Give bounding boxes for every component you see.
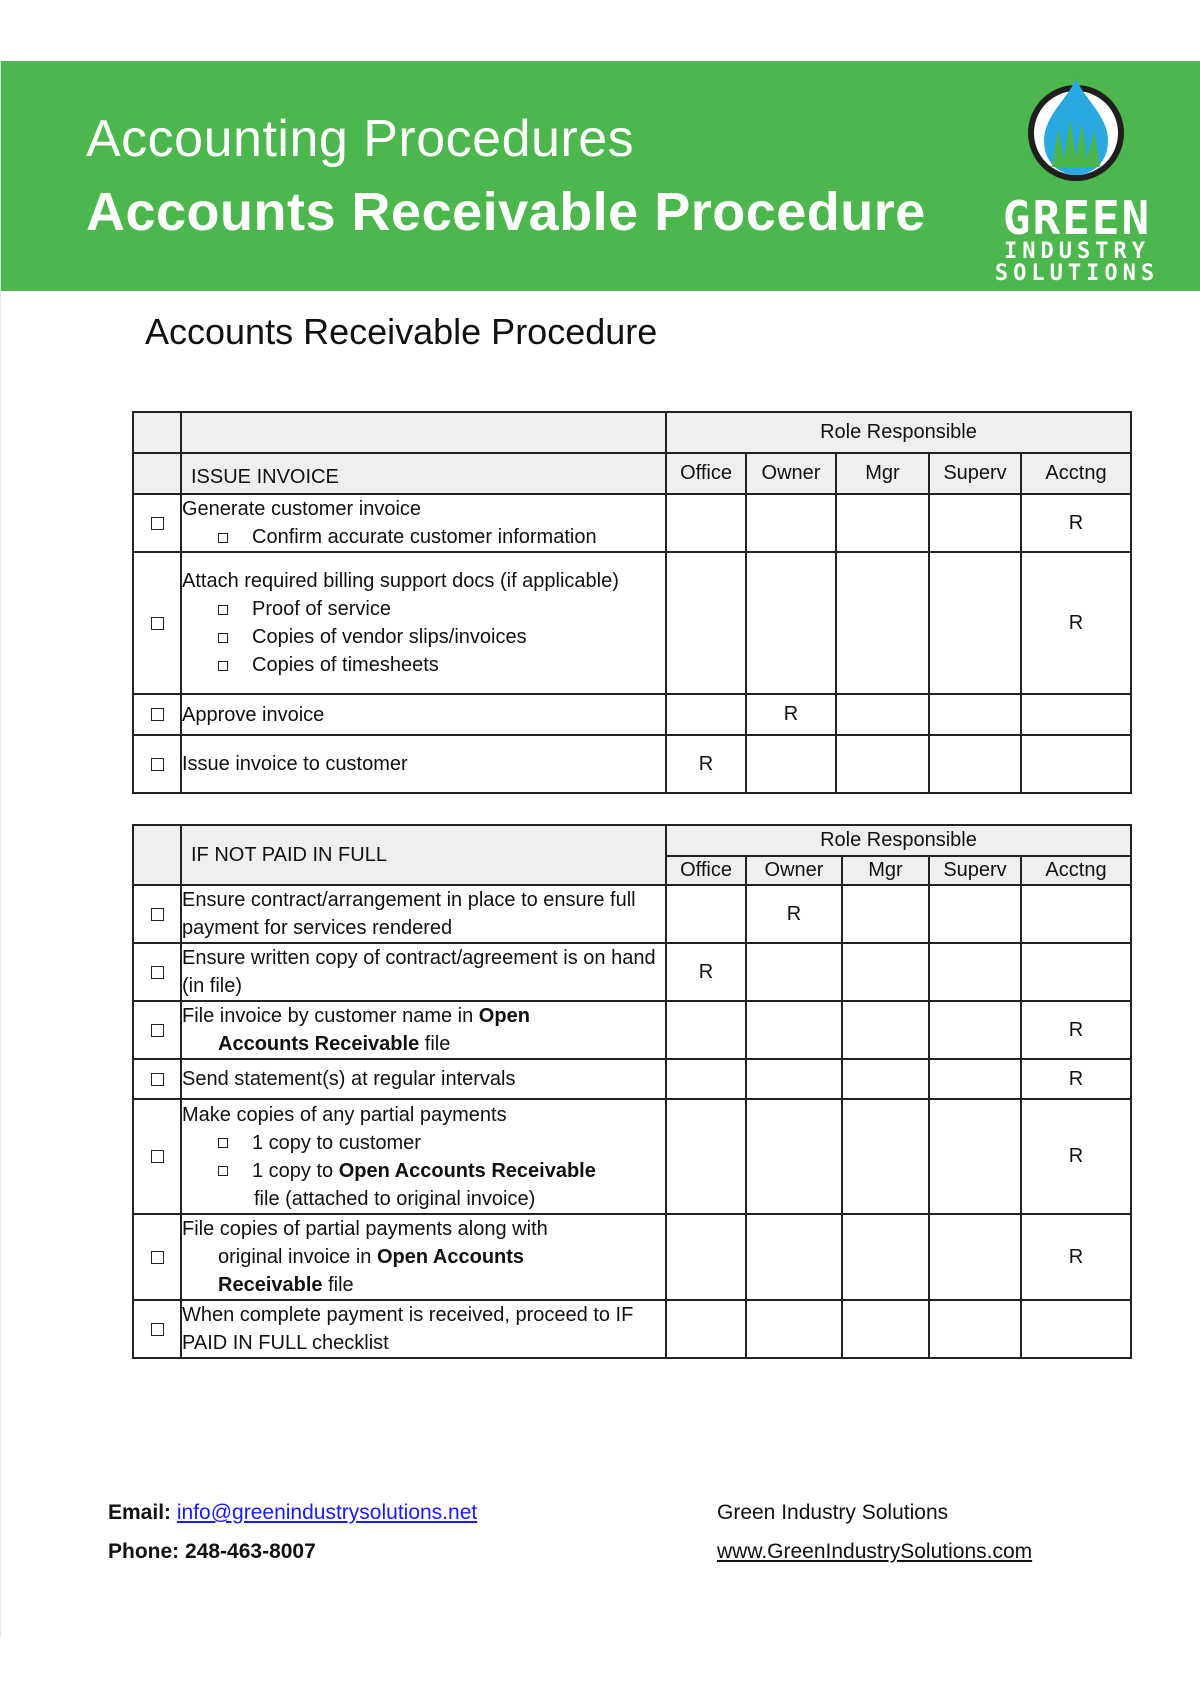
role-mark [842, 1099, 929, 1214]
logo-text-industry-solutions [972, 241, 1182, 285]
role-mark [666, 694, 746, 735]
role-mark [929, 1059, 1021, 1099]
role-mark [666, 885, 746, 943]
table-row [133, 1099, 1131, 1214]
role-mark [836, 694, 929, 735]
role-mark [1021, 1300, 1131, 1358]
role-mark [842, 1001, 929, 1059]
email-link[interactable]: info@greenindustrysolutions.net [176, 1501, 478, 1524]
role-mark [929, 694, 1021, 735]
role-mark [929, 494, 1021, 552]
role-responsible-header: Role Responsible [666, 412, 1131, 453]
sub-checkbox[interactable] [218, 633, 228, 643]
table-row [133, 1300, 1131, 1358]
task-text-bold: Open [478, 1005, 530, 1027]
role-mark [842, 1300, 929, 1358]
website-link[interactable]: www.GreenIndustrySolutions.com [717, 1540, 1033, 1563]
role-header-superv: Superv [929, 453, 1021, 494]
task-text-bold: Accounts Receivable [218, 1033, 420, 1055]
issue-invoice-table [132, 411, 1132, 794]
role-mark: R [1021, 494, 1131, 552]
task-text: When complete payment is received, proceed to IF PAID IN FULL checklist [181, 1300, 666, 1358]
role-mark: R [1021, 1059, 1131, 1099]
task-text: Send statement(s) at regular intervals [181, 1059, 666, 1099]
sub-item [182, 595, 665, 623]
header-corner-cell [133, 453, 181, 494]
sub-item [182, 1129, 665, 1157]
role-mark [746, 1300, 842, 1358]
role-mark [666, 1300, 746, 1358]
role-header-owner: Owner [746, 856, 842, 885]
header-corner-cell [133, 412, 181, 453]
role-header-office: Office [666, 453, 746, 494]
header-blank-cell [181, 412, 666, 453]
role-mark: R [1021, 1001, 1131, 1059]
table-row [133, 1059, 1131, 1099]
role-mark [666, 1001, 746, 1059]
role-mark [746, 1059, 842, 1099]
task-checkbox[interactable] [133, 1099, 181, 1214]
task-text: Make copies of any partial payments [182, 1103, 507, 1126]
task-checkbox[interactable] [133, 494, 181, 552]
logo-text-industry: INDUSTRY [1004, 239, 1150, 264]
role-mark [929, 1001, 1021, 1059]
task-checkbox[interactable] [133, 694, 181, 735]
role-mark [746, 735, 836, 793]
role-responsible-header: Role Responsible [666, 825, 1131, 856]
header-corner-cell [133, 825, 181, 885]
section-header: ISSUE INVOICE [181, 453, 666, 494]
header-banner [1, 61, 1200, 291]
phone-label: Phone: [108, 1540, 180, 1563]
banner-title: Accounting Procedures [86, 110, 635, 168]
role-mark [842, 885, 929, 943]
task-checkbox[interactable] [133, 552, 181, 694]
role-mark: R [746, 885, 842, 943]
footer-phone [108, 1540, 316, 1564]
footer-email [108, 1501, 477, 1525]
task-text: Approve invoice [181, 694, 666, 735]
role-mark [746, 1099, 842, 1214]
task-text: File invoice by customer name in [182, 1005, 474, 1027]
role-mark [842, 1059, 929, 1099]
table-row [133, 735, 1131, 793]
sub-item-text: 1 copy to [252, 1159, 334, 1182]
logo-text-green: GREEN [1002, 191, 1152, 245]
role-mark [842, 1214, 929, 1300]
role-mark: R [746, 694, 836, 735]
sub-checkbox[interactable] [218, 605, 228, 615]
footer-website[interactable] [717, 1540, 1032, 1564]
task-cell [181, 1214, 666, 1300]
task-text: original invoice in [218, 1246, 372, 1268]
role-mark [836, 735, 929, 793]
role-mark [666, 552, 746, 694]
role-header-mgr: Mgr [842, 856, 929, 885]
role-mark [666, 494, 746, 552]
role-mark [746, 1214, 842, 1300]
task-cell [181, 1001, 666, 1059]
sub-item [182, 651, 665, 679]
task-text: Ensure written copy of contract/agreement is on hand (in file) [181, 943, 666, 1001]
sub-item-text: Confirm accurate customer information [252, 526, 597, 548]
role-mark [746, 1001, 842, 1059]
task-text: file [424, 1033, 451, 1055]
not-paid-in-full-table [132, 824, 1132, 1359]
role-header-owner: Owner [746, 453, 836, 494]
role-mark [929, 943, 1021, 1001]
role-mark [929, 1099, 1021, 1214]
task-text: Issue invoice to customer [181, 735, 666, 793]
company-logo [966, 71, 1186, 286]
role-header-mgr: Mgr [836, 453, 929, 494]
role-mark [746, 552, 836, 694]
task-cell [181, 494, 666, 552]
document-title: Accounts Receivable Procedure [145, 311, 658, 352]
task-text-bold: Open Accounts [376, 1246, 525, 1268]
task-checkbox[interactable] [133, 1300, 181, 1358]
task-text: Generate customer invoice [182, 498, 422, 520]
role-mark [746, 494, 836, 552]
role-mark: R [666, 735, 746, 793]
logo-text-solutions: SOLUTIONS [994, 261, 1160, 286]
sub-item [182, 1157, 665, 1185]
table-row [133, 885, 1131, 943]
role-mark: R [1021, 552, 1131, 694]
task-checkbox[interactable] [133, 735, 181, 793]
task-checkbox[interactable] [133, 943, 181, 1001]
role-mark [746, 943, 842, 1001]
sub-checkbox[interactable] [218, 661, 228, 671]
sub-item-text: 1 copy to customer [252, 1131, 421, 1154]
task-text: File copies of partial payments along with [182, 1218, 548, 1240]
task-text: Attach required billing support docs (if applicable) [182, 570, 619, 592]
task-checkbox[interactable] [133, 885, 181, 943]
role-mark: R [1021, 1099, 1131, 1214]
footer-company: Green Industry Solutions [717, 1501, 949, 1524]
sub-checkbox[interactable] [218, 1138, 228, 1148]
role-mark [1021, 943, 1131, 1001]
role-mark: R [666, 943, 746, 1001]
table-row [133, 1001, 1131, 1059]
banner-subtitle: Accounts Receivable Procedure [86, 182, 926, 242]
role-mark [666, 1059, 746, 1099]
table-row [133, 1214, 1131, 1300]
role-mark [1021, 885, 1131, 943]
role-mark [836, 552, 929, 694]
task-text: file [328, 1274, 354, 1296]
sub-item-continuation: file (attached to original invoice) [254, 1187, 536, 1210]
role-mark [929, 735, 1021, 793]
task-cell [181, 1099, 666, 1214]
table-row [133, 694, 1131, 735]
sub-item [182, 523, 665, 551]
document-page [0, 61, 1200, 1636]
email-label: Email: [108, 1501, 172, 1524]
task-checkbox[interactable] [133, 1214, 181, 1300]
task-cell [181, 552, 666, 694]
sub-item-text-bold: Open Accounts Receivable [338, 1159, 596, 1182]
task-checkbox[interactable] [133, 1001, 181, 1059]
role-mark [666, 1214, 746, 1300]
table-row [133, 943, 1131, 1001]
water-drop-grass-icon [966, 71, 1186, 191]
task-text: Ensure contract/arrangement in place to ensure full payment for services rendered [181, 885, 666, 943]
role-mark [842, 943, 929, 1001]
role-mark [929, 1300, 1021, 1358]
sub-checkbox[interactable] [218, 533, 228, 543]
role-mark [929, 885, 1021, 943]
role-mark [1021, 694, 1131, 735]
role-mark: R [1021, 1214, 1131, 1300]
role-header-superv: Superv [929, 856, 1021, 885]
sub-item-text: Copies of timesheets [252, 654, 439, 676]
role-mark [836, 494, 929, 552]
role-header-acctng: Acctng [1021, 856, 1131, 885]
role-header-acctng: Acctng [1021, 453, 1131, 494]
role-mark [666, 1099, 746, 1214]
role-mark [929, 1214, 1021, 1300]
sub-item [182, 623, 665, 651]
sub-checkbox[interactable] [218, 1166, 228, 1176]
task-text-bold: Receivable [218, 1274, 323, 1296]
role-mark [929, 552, 1021, 694]
task-checkbox[interactable] [133, 1059, 181, 1099]
role-mark [1021, 735, 1131, 793]
sub-item-text: Proof of service [252, 598, 391, 620]
sub-item-text: Copies of vendor slips/invoices [252, 626, 527, 648]
table-row [133, 552, 1131, 694]
section-header: IF NOT PAID IN FULL [181, 825, 666, 885]
role-header-office: Office [666, 856, 746, 885]
phone-number: 248-463-8007 [185, 1540, 316, 1563]
table-row [133, 494, 1131, 552]
